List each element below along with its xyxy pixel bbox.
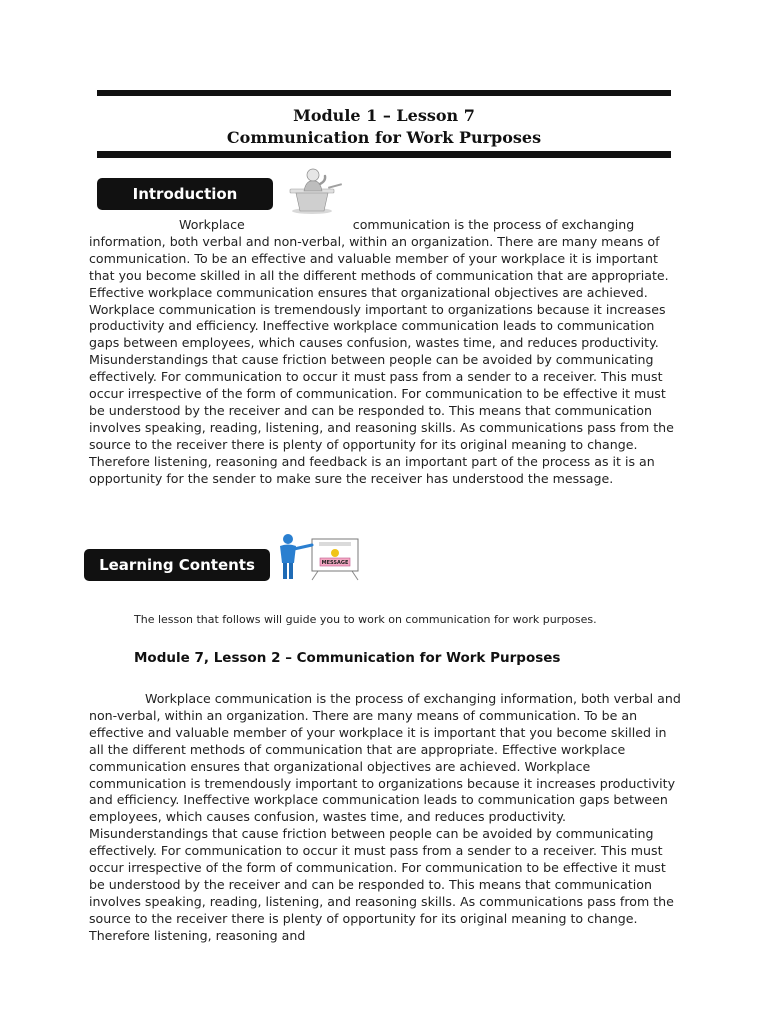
learning-contents-heading-label: Learning Contents bbox=[99, 556, 255, 574]
introduction-heading bbox=[97, 178, 273, 210]
learning-contents-heading bbox=[84, 549, 270, 581]
lesson-subheading: Module 7, Lesson 2 – Communication for Work Purposes bbox=[134, 650, 561, 666]
learning-paragraph bbox=[89, 691, 681, 945]
introduction-body: communication is the process of exchanging information, both verbal and non-verbal, within an organization. There are many means of communication. To be an effective and valuable member of your workplace it is important that you become skilled in all the different methods of communication that are appropriate. Effective workplace communication ensures that organizational objectives are achieved. Workplace communication is tremendously important to organizations because it increases productivity and efficiency. Ineffective workplace communication leads to communication gaps between employees, which causes confusion, wastes time, and reduces productivity. Misunderstandings that cause friction between people can be avoided by communicating effectively. For communication to occur it must pass from a sender to a receiver. This must occur irrespective of the form of communication. For communication to be effective it must be understood by the receiver and can be responded to. This means that communication involves speaking, reading, listening, and reasoning skills. As communications pass from the source to the receiver there is plenty of opportunity for its original meaning to change. Therefore listening, reasoning and feedback is an important part of the process as it is an opportunity for the sender to make sure the receiver has understood the message. bbox=[89, 217, 674, 486]
introduction-paragraph bbox=[89, 217, 681, 488]
learning-lead-sentence: The lesson that follows will guide you to work on communication for work purposes. bbox=[134, 613, 597, 626]
title-line-2: Communication for Work Purposes bbox=[226, 128, 542, 147]
introduction-lead-word: Workplace bbox=[179, 217, 245, 232]
top-rule bbox=[97, 90, 671, 96]
title-line-1: Module 1 – Lesson 7 bbox=[293, 106, 475, 125]
message-board-text: MESSAGE bbox=[321, 560, 349, 566]
thinking-person-desk-icon bbox=[276, 167, 348, 215]
introduction-heading-label: Introduction bbox=[132, 185, 238, 203]
learning-body: Workplace communication is the process of exchanging information, both verbal and non-verbal, within an organization. There are many means of communication. To be an effective and valuable member of your workplace it is important that you become skilled in all the different methods of communication that are appropriate. Effective workplace communication ensures that organizational objectives are achieved. Workplace communication is tremendously important to organizations because it increases productivity and efficiency. Ineffective workplace communication leads to communication gaps between employees, which causes confusion, wastes time, and reduces productivity. Misunderstandings that cause friction between people can be avoided by communicating effectively. For communication to occur it must pass from a sender to a receiver. This must occur irrespective of the form of communication. For communication to be effective it must be understood by the receiver and can be responded to. This means that communication involves speaking, reading, listening, and reasoning skills. As communications pass from the source to the receiver there is plenty of opportunity for its original meaning to change. Therefore listening, reasoning and bbox=[89, 691, 681, 943]
page-title bbox=[97, 105, 671, 149]
bottom-rule bbox=[97, 151, 671, 158]
person-with-message-board-icon bbox=[272, 533, 364, 581]
